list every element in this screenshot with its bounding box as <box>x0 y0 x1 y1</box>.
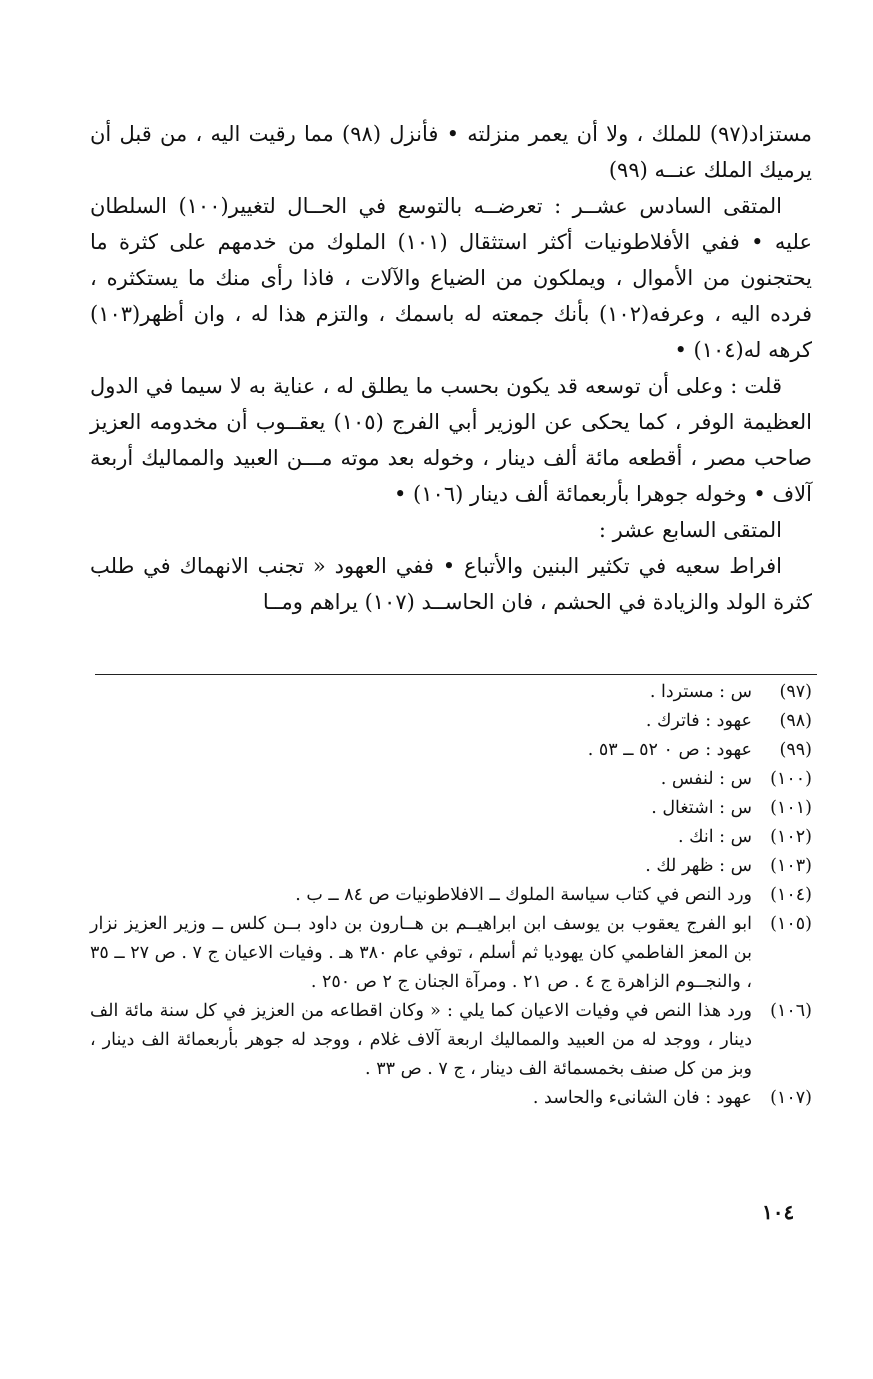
footnote-number: (١٠٥) <box>770 914 812 934</box>
footnote <box>90 910 812 997</box>
footnote <box>90 736 812 765</box>
footnote-number: (١٠٣) <box>770 856 812 876</box>
footnote-number: (٩٩) <box>779 740 812 760</box>
footnote-text: ورد النص في كتاب سياسة الملوك ــ الافلاطونيات ص ٨٤ ــ ب . <box>295 885 752 905</box>
footnote-text: ابو الفرج يعقوب بن يوسف ابن ابراهيــم بن هــارون بن داود بــن كلس ــ وزير العزيز نزار بن المعز الفاطمي كان يهوديا ثم أسلم ، توفي عام ٣٨٠ هـ . وفيات الاعيان ج ٧ . ص ٢٧ ــ ٣٥ ، والنجــوم الزاهرة ج ٤ . ص ٢١ . ومرآة الجنان ج ٢ ص ٢٥٠ . <box>90 914 752 992</box>
footnote-number: (١٠١) <box>770 798 812 818</box>
page-number: ١٠٤ <box>762 1200 795 1224</box>
footnote-text: س : مستردا . <box>649 682 752 702</box>
footnote-number: (١٠٤) <box>770 885 812 905</box>
footnote-divider <box>95 674 817 675</box>
footnote-number: (١٠٢) <box>770 827 812 847</box>
footnote-number: (١٠٧) <box>770 1088 812 1108</box>
footnote <box>90 765 812 794</box>
footnote-text: عهود : فان الشانىء والحاسد . <box>532 1088 752 1108</box>
paragraph: مستزاد(٩٧) للملك ، ولا أن يعمر منزلته • فأنزل (٩٨) مما رقيت اليه ، من قبل أن يرميك الملك عنــه (٩٩) <box>90 122 812 182</box>
footnote-number: (٩٧) <box>779 682 812 702</box>
footnote-number: (٩٨) <box>779 711 812 731</box>
footnote <box>90 823 812 852</box>
footnote-number: (١٠٠) <box>770 769 812 789</box>
footnote <box>90 1084 812 1113</box>
footnote <box>90 881 812 910</box>
footnote-text: س : اشتغال . <box>651 798 752 818</box>
footnote-text: ورد هذا النص في وفيات الاعيان كما يلي : « وكان اقطاعه من العزيز في كل سنة مائة الف دينار ، ووجد له من العبيد والمماليك اربعة آلاف غلام ، ووجد له جوهر بأربعمائة الف دينار ، وبز من كل صنف بخمسمائة الف دينار ، ج ٧ . ص ٣٣ . <box>90 1001 752 1079</box>
paragraph: قلت : وعلى أن توسعه قد يكون بحسب ما يطلق له ، عناية به لا سيما في الدول العظيمة الوفر ، كما يحكى عن الوزير أبي الفرج (١٠٥) يعقــوب أن مخدومه العزيز صاحب مصر ، أقطعه مائة ألف دينار ، وخوله بعد موته مـــن العبيد والمماليك أربعة آلاف • وخوله جوهرا بأربعمائة ألف دينار (١٠٦) • <box>90 374 812 506</box>
footnote-text: عهود : فاترك . <box>645 711 752 731</box>
footnote <box>90 794 812 823</box>
footnote-text: س : لنفس . <box>660 769 752 789</box>
section-heading: المتقى السابع عشر : <box>598 518 782 542</box>
paragraph: المتقى السادس عشــر : تعرضــه بالتوسع في الحــال لتغيير(١٠٠) السلطان عليه • ففي الأفلاطونيات أكثر استثقال (١٠١) الملوك من خدمهم على كثرة ما يحتجنون من الأموال ، ويملكون من الضياع والآلات ، فاذا رأى منك ما يستكثره ، فرده اليه ، وعرفه(١٠٢) بأنك جمعته له باسمك ، والتزم هذا له ، وان أظهر(١٠٣) كرهه له(١٠٤) • <box>90 194 812 362</box>
footnote <box>90 852 812 881</box>
footnote-text: عهود : ص ٠ ٥٢ ــ ٥٣ . <box>587 740 752 760</box>
footnote <box>90 997 812 1084</box>
footnote <box>90 707 812 736</box>
main-text <box>90 116 812 620</box>
footnote-text: س : انك . <box>678 827 752 847</box>
footnote-number: (١٠٦) <box>770 1001 812 1021</box>
footnote-text: س : ظهر لك . <box>645 856 752 876</box>
footnote <box>90 678 812 707</box>
paragraph: افراط سعيه في تكثير البنين والأتباع • ففي العهود « تجنب الانهماك في طلب كثرة الولد والزيادة في الحشم ، فان الحاســد (١٠٧) يراهم ومــا <box>90 554 812 614</box>
footnotes <box>90 678 812 1113</box>
